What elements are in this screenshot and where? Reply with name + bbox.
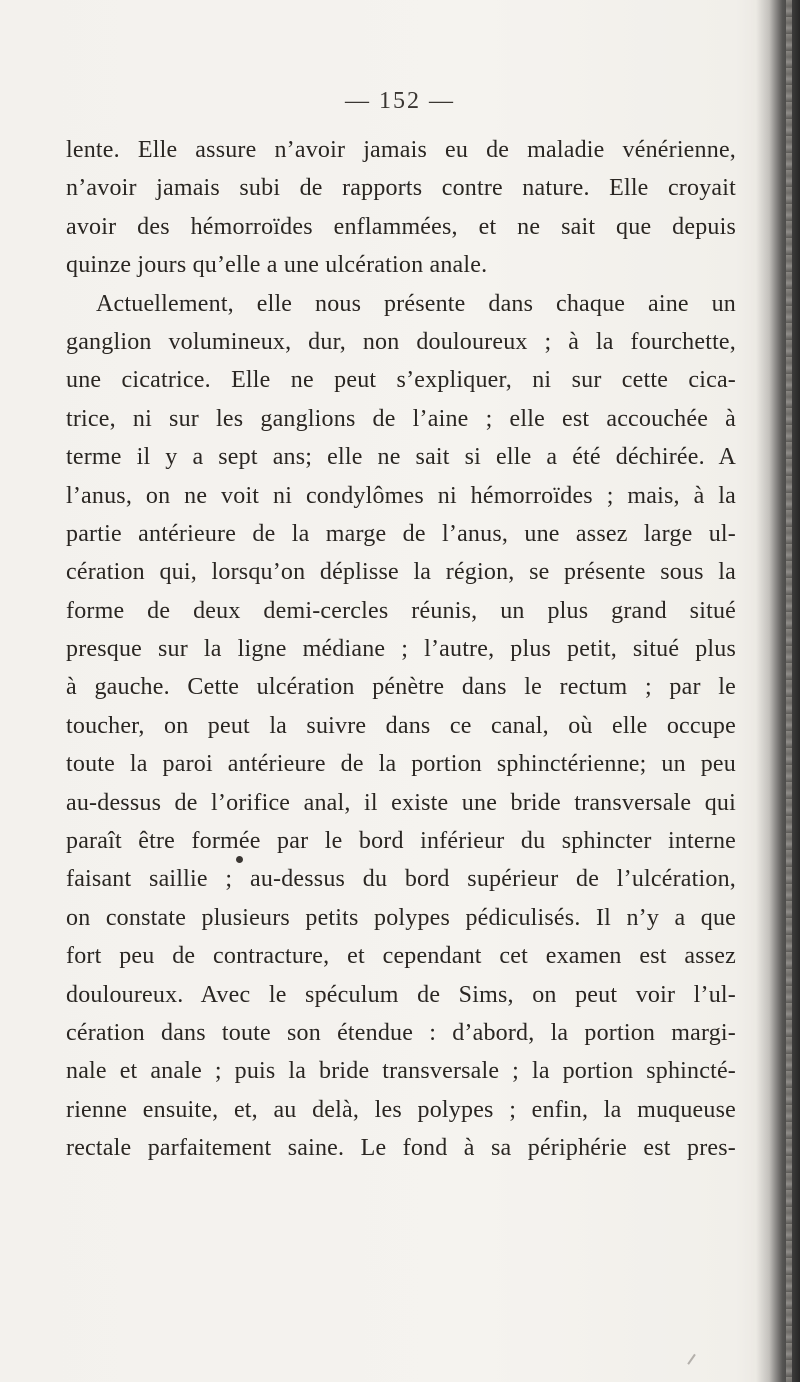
ink-speck (236, 856, 243, 863)
text-line: nale et anale ; puis la bride transversale ; la portion sphincté- (66, 1058, 736, 1085)
text-line: faisant saillie ; au-dessus du bord supérieur de l’ulcération, (66, 866, 736, 893)
text-line: rectale parfaitement saine. Le fond à sa périphérie est pres- (66, 1135, 736, 1162)
text-line: n’avoir jamais subi de rapports contre nature. Elle croyait (66, 175, 736, 202)
text-line: l’anus, on ne voit ni condylômes ni hémorroïdes ; mais, à la (66, 482, 736, 509)
binding-shadow (756, 0, 800, 1382)
text-line: paraît être formée par le bord inférieur du sphincter interne (66, 828, 736, 855)
text-line: presque sur la ligne médiane ; l’autre, plus petit, situé plus (66, 636, 736, 663)
page-edge (786, 0, 792, 1382)
text-line: cération qui, lorsqu’on déplisse la région, se présente sous la (66, 559, 736, 586)
text-line: rienne ensuite, et, au delà, les polypes ; enfin, la muqueuse (66, 1096, 736, 1123)
text-line: lente. Elle assure n’avoir jamais eu de maladie vénérienne, (66, 137, 736, 163)
text-line: au-dessus de l’orifice anal, il existe une bride transversale qui (66, 789, 736, 816)
pencil-mark (687, 1354, 700, 1368)
text-line: douloureux. Avec le spéculum de Sims, on peut voir l’ul- (66, 981, 736, 1008)
text-line: toucher, on peut la suivre dans ce canal, où elle occupe (66, 712, 736, 739)
text-line: cération dans toute son étendue : d’abord, la portion margi- (66, 1019, 736, 1046)
text-line: une cicatrice. Elle ne peut s’expliquer, ni sur cette cica- (66, 367, 736, 394)
text-line: fort peu de contracture, et cependant cet examen est assez (66, 943, 736, 970)
text-line: ganglion volumineux, dur, non douloureux ; à la fourchette, (66, 328, 736, 355)
page-number: — 152 — (345, 88, 455, 114)
body-text (66, 131, 736, 1168)
text-line: avoir des hémorroïdes enflammées, et ne sait que depuis (66, 213, 736, 240)
text-line: toute la paroi antérieure de la portion sphinctérienne; un peu (66, 751, 736, 778)
text-line: forme de deux demi-cercles réunis, un plus grand situé (66, 597, 736, 624)
text-line: trice, ni sur les ganglions de l’aine ; elle est accouchée à (66, 405, 736, 432)
text-line: on constate plusieurs petits polypes pédiculisés. Il n’y a que (66, 904, 736, 931)
text-line: terme il y a sept ans; elle ne sait si elle a été déchirée. A (66, 444, 736, 471)
text-line: à gauche. Cette ulcération pénètre dans le rectum ; par le (66, 674, 736, 701)
text-line: quinze jours qu’elle a une ulcération anale. (66, 252, 488, 279)
text-line: partie antérieure de la marge de l’anus, une assez large ul- (66, 520, 736, 547)
paragraph-start-line: Actuellement, elle nous présente dans chaque aine un (96, 290, 736, 317)
